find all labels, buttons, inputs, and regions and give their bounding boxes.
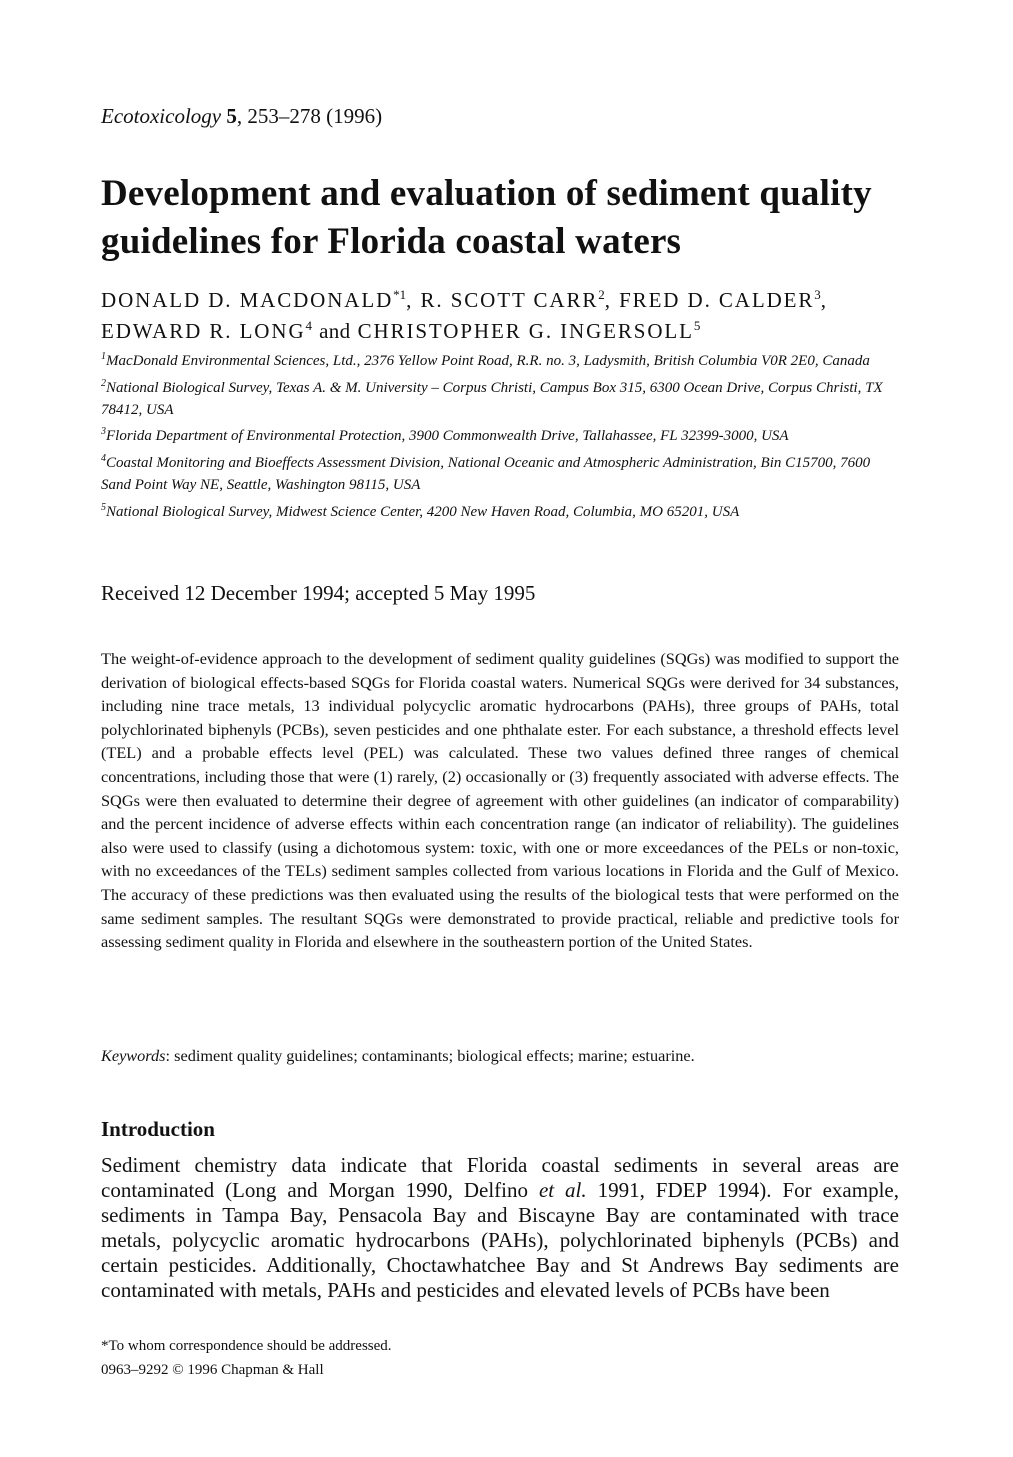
affiliation-item xyxy=(101,448,901,497)
intro-text-part: 1991, FDEP 1994). For example, sediments in Tampa Bay, Pensacola Bay and Biscayne Bay are contaminated with trace metals, polycyclic aromatic hydrocarbons (PAHs), polychlorinated biphenyls (PCBs) and certain pesticides. Additionally, Choctawhatchee Bay and St Andrews Bay sediments are contaminated with metals, PAHs and pesticides and elevated levels of PCBs have been xyxy=(101,1178,899,1302)
affiliation-text: National Biological Survey, Midwest Science Center, 4200 New Haven Road, Columbia, MO 65201, USA xyxy=(106,503,740,520)
affiliation-text: Coastal Monitoring and Bioeffects Assessment Division, National Oceanic and Atmospheric Administration, Bin C15700, 7600 Sand Point Way NE, Seattle, Washington 98115, USA xyxy=(101,455,871,493)
affiliation-number: 5 xyxy=(101,501,106,513)
abstract-text: The weight-of-evidence approach to the development of sediment quality guidelines (SQGs) was modified to support the derivation of biological effects-based SQGs for Florida coastal waters. Numerical SQGs were derived for 34 substances, including nine trace metals, 13 individual polycyclic aromatic hydrocarbons (PAHs), three groups of PAHs, total polychlorinated biphenyls (PCBs), seven pesticides and one phthalate ester. For each substance, a threshold effects level (TEL) and a probable effects level (PEL) was calculated. These two values defined three ranges of chemical concentrations, including those that were (1) rarely, (2) occasionally or (3) frequently associated with adverse effects. The SQGs were then evaluated to determine their degree of agreement with other guidelines (an indicator of comparability) and the percent incidence of adverse effects within each concentration range (an indicator of reliability). The guidelines also were used to classify (using a dichotomous system: toxic, with one or more exceedances of the PELs or non-toxic, with no exceedances of the TELs) sediment samples collected from various locations in Florida and the Gulf of Mexico. The accuracy of these predictions was then evaluated using the results of the biological tests that were performed on the same sediment samples. The resultant SQGs were demonstrated to provide practical, reliable and predictive tools for assessing sediment quality in Florida and elsewhere in the southeastern portion of the United States. xyxy=(101,649,899,952)
affiliation-number: 1 xyxy=(101,351,106,362)
author-conjunction: and xyxy=(319,319,351,343)
author-name: R. SCOTT CARR xyxy=(420,288,599,312)
intro-et-al: et al. xyxy=(538,1178,587,1202)
affiliation-number: 4 xyxy=(101,453,106,465)
author-name: FRED D. CALDER xyxy=(619,288,815,312)
affiliation-list xyxy=(101,346,901,524)
section-heading-introduction: Introduction xyxy=(101,1117,215,1141)
journal-citation xyxy=(101,104,382,128)
affiliation-text: MacDonald Environmental Sciences, Ltd., 2376 Yellow Point Road, R.R. no. 3, Ladysmith, British Columbia V0R 2E0, Canada xyxy=(106,353,870,369)
paper-title: Development and evaluation of sediment quality guidelines for Florida coastal waters xyxy=(101,173,872,262)
author-name: CHRISTOPHER G. INGERSOLL xyxy=(357,319,694,343)
author-affiliation-mark: 2 xyxy=(598,287,605,302)
author-separator: , xyxy=(406,288,421,312)
correspondence-footnote: *To whom correspondence should be addressed. xyxy=(101,1338,392,1354)
author-affiliation-mark: 5 xyxy=(693,318,701,333)
affiliation-text: National Biological Survey, Texas A. & M. University – Corpus Christi, Campus Box 315, 6300 Ocean Drive, Corpus Christi, TX 78412, USA xyxy=(101,379,883,418)
author-separator: , xyxy=(820,288,828,312)
introduction-paragraph xyxy=(101,1153,899,1303)
author-name: DONALD D. MACDONALD xyxy=(101,288,394,312)
affiliation-item xyxy=(101,497,901,524)
affiliation-text: Florida Department of Environmental Protection, 3900 Commonwealth Drive, Tallahassee, FL 32399-3000, USA xyxy=(106,428,789,445)
author-affiliation-mark: 3 xyxy=(814,287,821,302)
affiliation-item xyxy=(101,373,901,422)
author-list xyxy=(101,282,921,344)
keywords-line: Keywords: sediment quality guidelines; contaminants; biological effects; marine; estuarine. xyxy=(101,1046,695,1065)
affiliation-number: 3 xyxy=(101,426,106,438)
journal-pages-year: , 253–278 (1996) xyxy=(236,104,383,128)
received-dates: Received 12 December 1994; accepted 5 May 1995 xyxy=(101,581,536,605)
author-separator: , xyxy=(604,288,620,312)
affiliation-number: 2 xyxy=(101,377,106,389)
journal-name: Ecotoxicology xyxy=(101,104,222,128)
author-affiliation-mark: *1 xyxy=(393,287,407,302)
intro-text-part: Sediment chemistry data indicate that Florida coastal sediments in several areas are contaminated (Long and Morgan 1990, Delfino xyxy=(101,1153,899,1202)
journal-volume: 5 xyxy=(226,104,237,128)
affiliation-item xyxy=(101,346,901,373)
author-name: EDWARD R. LONG xyxy=(101,319,306,343)
keywords-text: sediment quality guidelines; contaminants; biological effects; marine; estuarine. xyxy=(174,1046,695,1065)
author-affiliation-mark: 4 xyxy=(305,318,313,333)
affiliation-item xyxy=(101,421,901,448)
keywords-label: Keywords xyxy=(101,1046,166,1065)
copyright-line: 0963–9292 © 1996 Chapman & Hall xyxy=(101,1362,324,1378)
